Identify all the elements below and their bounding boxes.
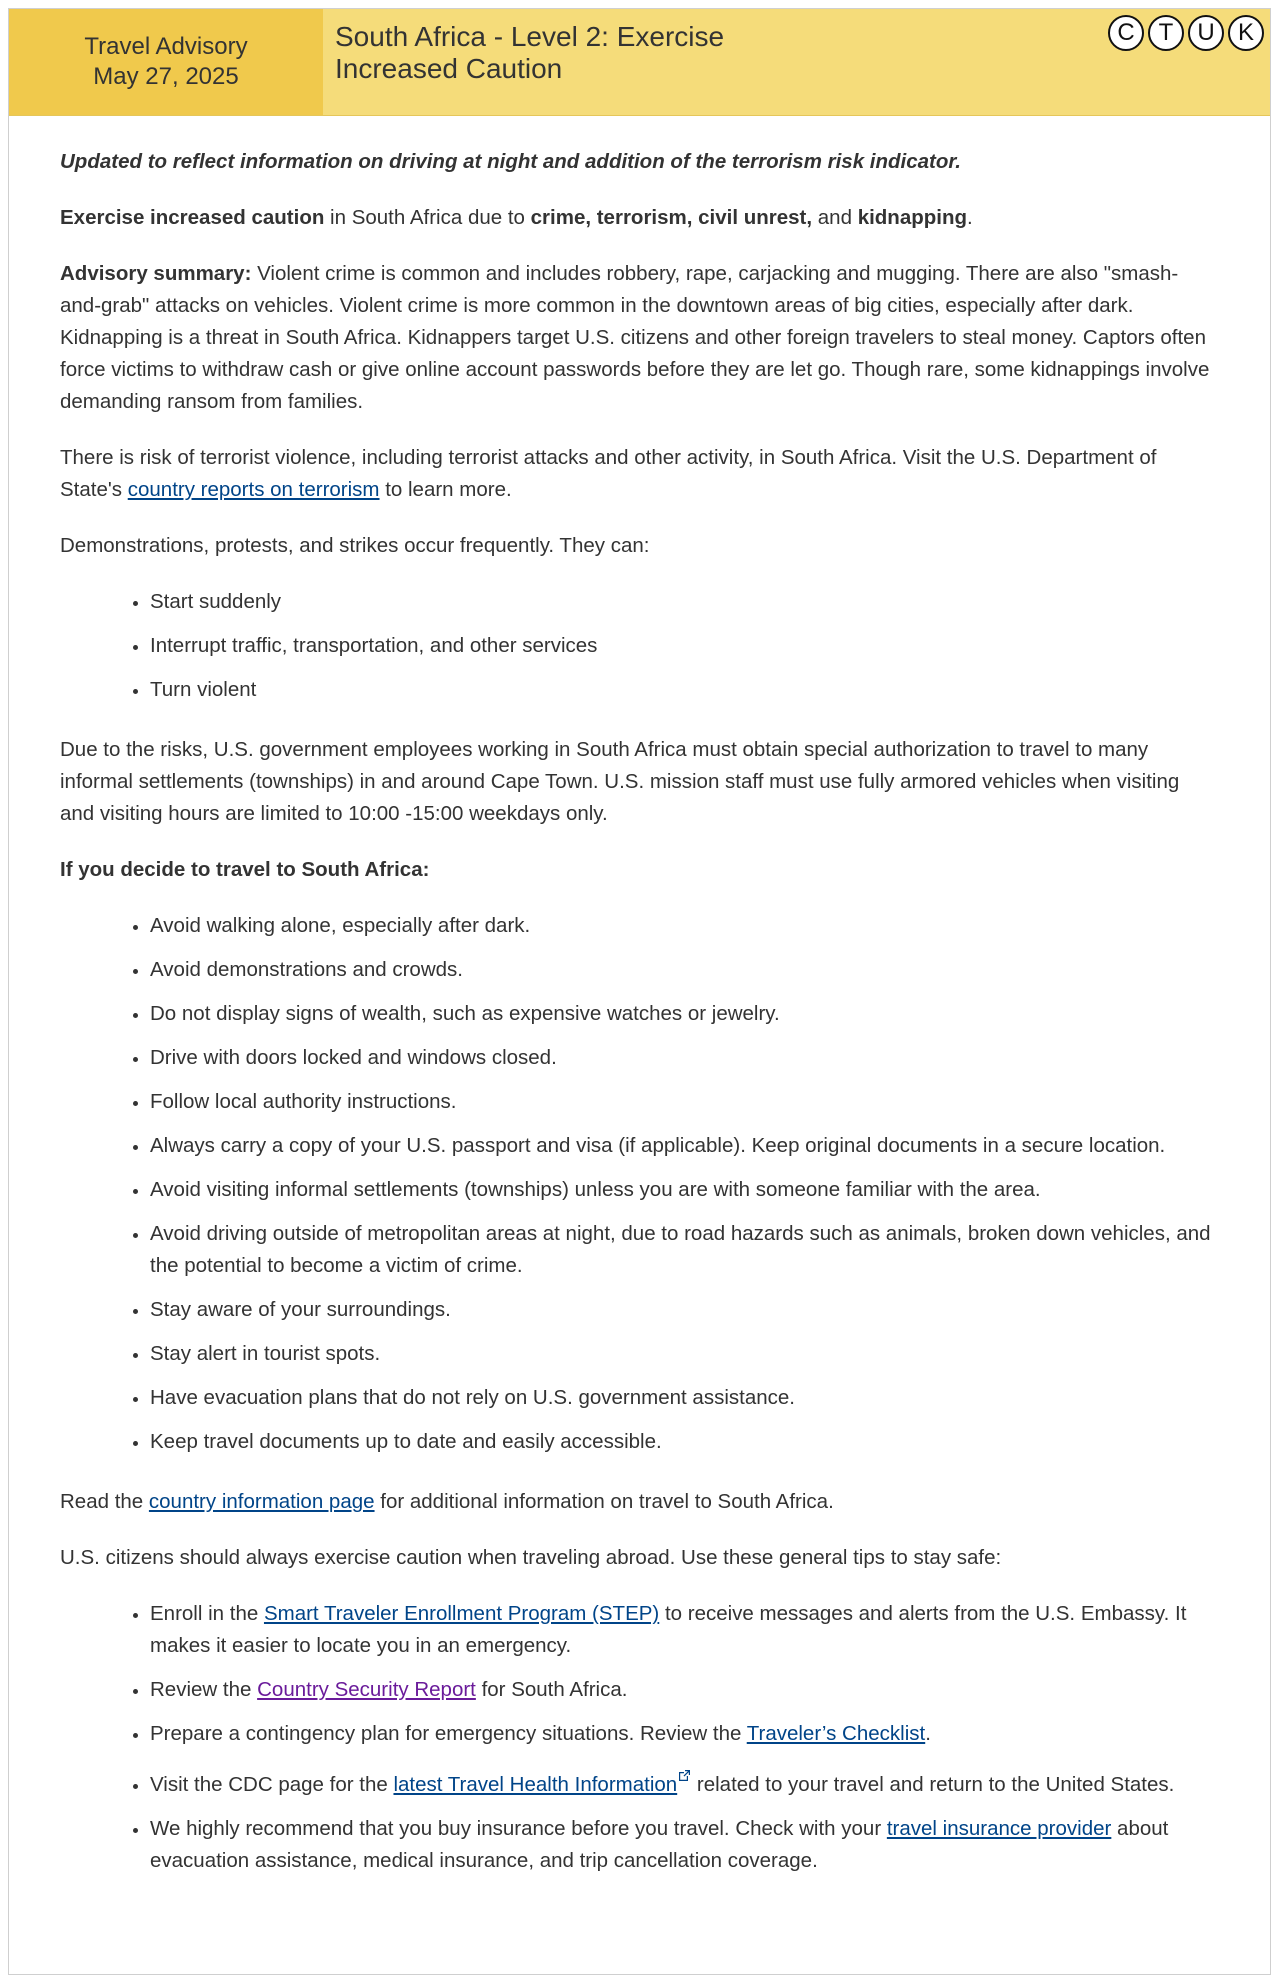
- country-security-report-link[interactable]: Country Security Report: [257, 1678, 476, 1701]
- updated-note: Updated to reflect information on driving at night and addition of the terrorism risk indicator.: [60, 150, 961, 173]
- read-more-text-1: Read the: [60, 1490, 149, 1513]
- advisory-date-block: [9, 9, 323, 115]
- list-item: • Drive with doors locked and windows closed.: [150, 1042, 1218, 1074]
- intro-bold-risks: crime, terrorism, civil unrest,: [530, 206, 813, 229]
- list-item: [150, 1813, 1218, 1877]
- travel-precautions-list: [60, 910, 1218, 1458]
- summary-text: Violent crime is common and includes robbery, rape, carjacking and mugging. There are also "smash-and-grab" attacks on vehicles. Violent crime is more common in the downtown areas of big cities, especially after dark. Kidnapping is a threat in South Africa. Kidnappers target U.S. citizens and other foreign travelers to steal money. Captors often force victims to withdraw cash or give online account passwords before they are let go. Though rare, some kidnappings involve demanding ransom from families.: [60, 262, 1210, 413]
- cdc-text-1: Visit the CDC page for the: [150, 1772, 394, 1796]
- civil-unrest-badge[interactable]: U: [1188, 15, 1224, 51]
- list-item: • Avoid driving outside of metropolitan areas at night, due to road hazards such as animals, broken down vehicles, and the potential to become a victim of crime.: [150, 1218, 1218, 1282]
- general-tips-list: [60, 1598, 1218, 1877]
- insurance-text-1: We highly recommend that you buy insurance before you travel. Check with your: [150, 1816, 887, 1840]
- summary-label: Advisory summary:: [60, 262, 252, 285]
- advisory-date: May 27, 2025: [93, 63, 239, 90]
- kidnapping-badge[interactable]: K: [1228, 15, 1264, 51]
- terrorism-text-2: to learn more.: [379, 478, 512, 501]
- advisory-content: [9, 116, 1270, 1877]
- list-item: [150, 1598, 1218, 1662]
- travelers-checklist-link[interactable]: Traveler’s Checklist: [746, 1722, 926, 1745]
- checklist-text-2: .: [925, 1722, 931, 1745]
- advisory-label: Travel Advisory: [84, 33, 248, 60]
- demonstrations-list: [60, 586, 1218, 706]
- list-item: [150, 1718, 1218, 1750]
- cdc-health-link[interactable]: latest Travel Health Information: [393, 1772, 678, 1796]
- list-item: • Turn violent: [150, 674, 1218, 706]
- intro-paragraph: [60, 202, 1218, 234]
- list-item: • Avoid visiting informal settlements (townships) unless you are with someone familiar with the area.: [150, 1174, 1218, 1206]
- terrorism-badge[interactable]: T: [1148, 15, 1184, 51]
- decide-heading-text: If you decide to travel to South Africa:: [60, 858, 430, 881]
- decide-heading: [60, 854, 1218, 886]
- advisory-title: South Africa - Level 2: Exercise Increased Caution: [335, 21, 725, 84]
- security-text-1: Review the: [150, 1678, 258, 1701]
- list-item: • Always carry a copy of your U.S. passport and visa (if applicable). Keep original documents in a secure location.: [150, 1130, 1218, 1162]
- intro-text-1: in South Africa due to: [324, 206, 531, 229]
- country-information-link[interactable]: country information page: [148, 1490, 375, 1513]
- travel-advisory-card: [8, 8, 1271, 1975]
- intro-bold-kidnapping: kidnapping: [857, 206, 968, 229]
- external-link-icon: [677, 1770, 691, 1786]
- list-item: • Follow local authority instructions.: [150, 1086, 1218, 1118]
- insurance-text-2: about evacuation assistance, medical insurance, and trip cancellation coverage.: [150, 1816, 1169, 1872]
- general-tips-intro: U.S. citizens should always exercise caution when traveling abroad. Use these general tips to stay safe:: [60, 1546, 1002, 1569]
- intro-text-3: .: [967, 206, 973, 229]
- terrorism-text-1: There is risk of terrorist violence, including terrorist attacks and other activity, in South Africa. Visit the U.S. Department of State's: [60, 446, 1157, 501]
- step-link[interactable]: Smart Traveler Enrollment Program (STEP): [263, 1602, 660, 1625]
- list-item: • Keep travel documents up to date and easily accessible.: [150, 1426, 1218, 1458]
- list-item: • Start suddenly: [150, 586, 1218, 618]
- step-text-1: Enroll in the: [150, 1602, 264, 1625]
- demonstrations-intro: Demonstrations, protests, and strikes occur frequently. They can:: [60, 534, 650, 557]
- advisory-header: [9, 9, 1270, 116]
- list-item: • Do not display signs of wealth, such as expensive watches or jewelry.: [150, 998, 1218, 1030]
- read-more-text-2: for additional information on travel to South Africa.: [374, 1490, 834, 1513]
- travel-insurance-link[interactable]: travel insurance provider: [886, 1816, 1112, 1840]
- security-text-2: for South Africa.: [475, 1678, 628, 1701]
- list-item: [150, 1762, 1218, 1801]
- risks-paragraph: Due to the risks, U.S. government employees working in South Africa must obtain special authorization to travel to many informal settlements (townships) in and around Cape Town. U.S. mission staff must use fully armored vehicles when visiting and visiting hours are limited to 10:00 -15:00 weekdays only.: [60, 738, 1180, 825]
- list-item: • Stay alert in tourist spots.: [150, 1338, 1218, 1370]
- checklist-text-1: Prepare a contingency plan for emergency situations. Review the: [150, 1722, 747, 1745]
- risk-indicator-badges: [1108, 15, 1264, 51]
- list-item: • Interrupt traffic, transportation, and other services: [150, 630, 1218, 662]
- list-item: [150, 1674, 1218, 1706]
- terrorism-reports-link[interactable]: country reports on terrorism: [127, 478, 380, 501]
- list-item: • Have evacuation plans that do not rely on U.S. government assistance.: [150, 1382, 1218, 1414]
- intro-bold-caution: Exercise increased caution: [60, 206, 325, 229]
- read-more-paragraph: [60, 1486, 1218, 1518]
- terrorism-paragraph: [60, 442, 1218, 506]
- cdc-text-2: related to your travel and return to the United States.: [691, 1772, 1175, 1796]
- summary-paragraph: [60, 258, 1218, 418]
- intro-text-2: and: [812, 206, 858, 229]
- crime-badge[interactable]: C: [1108, 15, 1144, 51]
- list-item: • Avoid walking alone, especially after dark.: [150, 910, 1218, 942]
- list-item: • Avoid demonstrations and crowds.: [150, 954, 1218, 986]
- step-text-2: to receive messages and alerts from the U.S. Embassy. It makes it easier to locate you in an emergency.: [150, 1602, 1187, 1657]
- list-item: • Stay aware of your surroundings.: [150, 1294, 1218, 1326]
